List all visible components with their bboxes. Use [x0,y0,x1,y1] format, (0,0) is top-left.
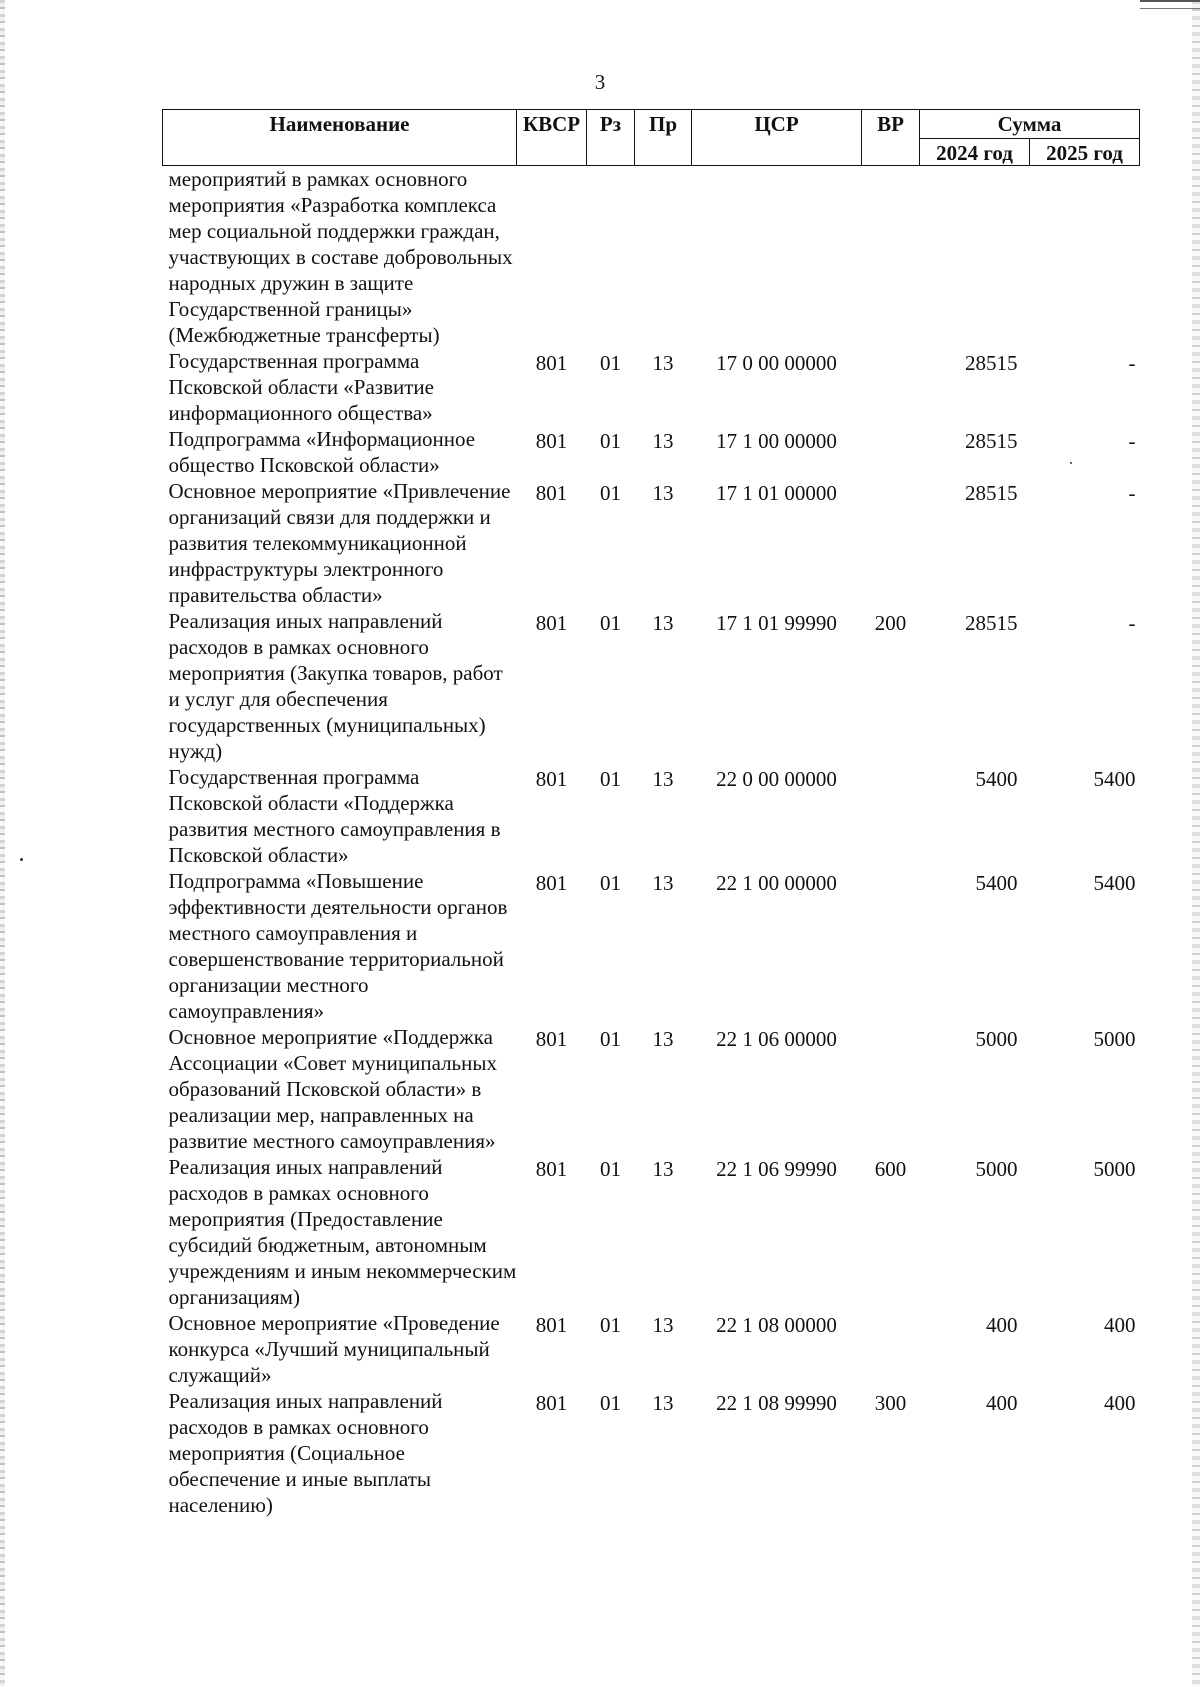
scan-corner-mark [1140,8,1200,9]
cell-sum-2024: 28515 [965,429,1018,453]
cell-rz: 01 [600,767,621,791]
cell-sum-2025: - [1128,429,1136,453]
cell-sum-2024: 400 [986,1313,1018,1337]
table-row [163,1388,1140,1518]
cell-vr [862,478,920,608]
cell-kvsr: 801 [535,429,568,453]
cell-kvsr: 801 [535,611,568,635]
cell-vr: 600 [874,1157,907,1181]
cell-vr [862,1310,920,1388]
cell-name: Подпрограмма «Информационное общество Псковской области» [168,427,476,477]
cell-rz: 01 [600,1313,621,1337]
cell-kvsr: 801 [535,1157,568,1181]
cell-rz: 01 [600,481,621,505]
cell-rz [587,166,635,349]
header-name: Наименование [163,110,517,166]
cell-pr: 13 [652,871,674,895]
scan-speck [20,858,23,861]
cell-kvsr: 801 [535,1027,568,1051]
scan-edge-right [1192,0,1200,1686]
cell-name: Основное мероприятие «Поддержка Ассоциации «Совет муниципальных образований Псковской области» в реализации мер, направленных на развитие местного самоуправления» [168,1025,497,1153]
cell-sum-2025: 5000 [1093,1157,1136,1181]
cell-rz: 01 [600,611,621,635]
cell-name: мероприятий в рамках основного мероприятия «Разработка комплекса мер социальной поддержки граждан, участвующих в составе добровольных народных дружин в защите Государственной границы» (Межбюджетные трансферты) [168,167,513,347]
header-csr: ЦСР [692,110,862,166]
cell-rz: 01 [600,429,621,453]
cell-vr [862,764,920,868]
cell-pr: 13 [652,429,674,453]
cell-pr: 13 [652,767,674,791]
cell-name: Реализация иных направлений расходов в рамках основного мероприятия (Предоставление субсидий бюджетным, автономным учреждениям и иным некоммерческим организациям) [168,1155,517,1309]
cell-kvsr: 801 [535,767,568,791]
header-sum: Сумма [920,110,1140,139]
table-row [163,166,1140,349]
cell-vr: 300 [874,1391,907,1415]
cell-sum-2024: 5400 [975,871,1018,895]
cell-vr [862,426,920,478]
table-row [163,426,1140,478]
cell-kvsr: 801 [535,1391,568,1415]
cell-csr: 22 0 00 00000 [716,767,837,791]
cell-vr [862,868,920,1024]
cell-vr [862,348,920,426]
cell-kvsr: 801 [535,351,568,375]
cell-name: Подпрограмма «Повышение эффективности деятельности органов местного самоуправления и совершенствование территориальной организации местного самоуправления» [168,869,508,1023]
cell-sum-2025: 400 [1104,1391,1136,1415]
cell-pr: 13 [652,611,674,635]
cell-csr: 17 0 00 00000 [716,351,837,375]
cell-csr: 22 1 06 99990 [716,1157,837,1181]
cell-kvsr: 801 [535,871,568,895]
cell-sum-2025 [1030,166,1140,349]
cell-csr: 17 1 01 00000 [716,481,837,505]
cell-sum-2025: - [1128,611,1136,635]
cell-kvsr: 801 [535,1313,568,1337]
cell-pr: 13 [652,481,674,505]
cell-sum-2024: 5000 [975,1157,1018,1181]
header-kvsr: КВСР [517,110,587,166]
cell-vr [862,166,920,349]
cell-sum-2024: 5000 [975,1027,1018,1051]
header-year-2025: 2025 год [1030,139,1140,166]
table-header [163,110,1140,166]
budget-table [162,109,1140,1518]
cell-name: Реализация иных направлений расходов в рамках основного мероприятия (Закупка товаров, работ и услуг для обеспечения государственных (муниципальных) нужд) [168,609,503,763]
cell-pr: 13 [652,1313,674,1337]
table-row [163,348,1140,426]
cell-csr: 22 1 08 99990 [716,1391,837,1415]
cell-sum-2024: 28515 [965,481,1018,505]
cell-sum-2025: 5000 [1093,1027,1136,1051]
table-row [163,1154,1140,1310]
cell-rz: 01 [600,871,621,895]
cell-vr: 200 [874,611,907,635]
cell-name: Государственная программа Псковской области «Развитие информационного общества» [168,349,434,425]
table-row [163,1024,1140,1154]
cell-csr: 22 1 00 00000 [716,871,837,895]
page-number: 3 [594,70,606,94]
cell-rz: 01 [600,1027,621,1051]
cell-sum-2024: 5400 [975,767,1018,791]
cell-csr: 17 1 00 00000 [716,429,837,453]
cell-name: Реализация иных направлений расходов в рамках основного мероприятия (Социальное обеспечение и иные выплаты населению) [168,1389,443,1517]
scan-corner-mark [1140,0,1200,2]
header-rz: Рз [587,110,635,166]
table-body [163,166,1140,1519]
cell-rz: 01 [600,1157,621,1181]
cell-sum-2025: 400 [1104,1313,1136,1337]
table-row [163,1310,1140,1388]
cell-kvsr [517,166,587,349]
cell-pr [635,166,692,349]
cell-sum-2025: - [1128,351,1136,375]
cell-csr: 22 1 08 00000 [716,1313,837,1337]
cell-csr [692,166,862,349]
header-year-2024: 2024 год [920,139,1030,166]
cell-sum-2025: 5400 [1093,767,1136,791]
cell-csr: 22 1 06 00000 [716,1027,837,1051]
cell-pr: 13 [652,351,674,375]
cell-pr: 13 [652,1027,674,1051]
cell-pr: 13 [652,1391,674,1415]
cell-kvsr: 801 [535,481,568,505]
cell-sum-2024: 28515 [965,351,1018,375]
cell-sum-2024: 400 [986,1391,1018,1415]
header-vr: ВР [862,110,920,166]
cell-sum-2025: 5400 [1093,871,1136,895]
cell-name: Основное мероприятие «Привлечение организаций связи для поддержки и развития телекоммуникационной инфраструктуры электронного правительства области» [168,479,511,607]
cell-name: Государственная программа Псковской области «Поддержка развития местного самоуправления в Псковской области» [168,765,501,867]
header-pr: Пр [635,110,692,166]
table-row [163,764,1140,868]
cell-sum-2024: 28515 [965,611,1018,635]
table-row [163,608,1140,764]
cell-rz: 01 [600,351,621,375]
cell-sum-2024 [920,166,1030,349]
cell-name: Основное мероприятие «Проведение конкурса «Лучший муниципальный служащий» [168,1311,500,1387]
table-row [163,478,1140,608]
cell-vr [862,1024,920,1154]
table-row [163,868,1140,1024]
scan-edge-left [0,0,5,1686]
cell-sum-2025: - [1128,481,1136,505]
cell-rz: 01 [600,1391,621,1415]
cell-csr: 17 1 01 99990 [716,611,837,635]
cell-pr: 13 [652,1157,674,1181]
